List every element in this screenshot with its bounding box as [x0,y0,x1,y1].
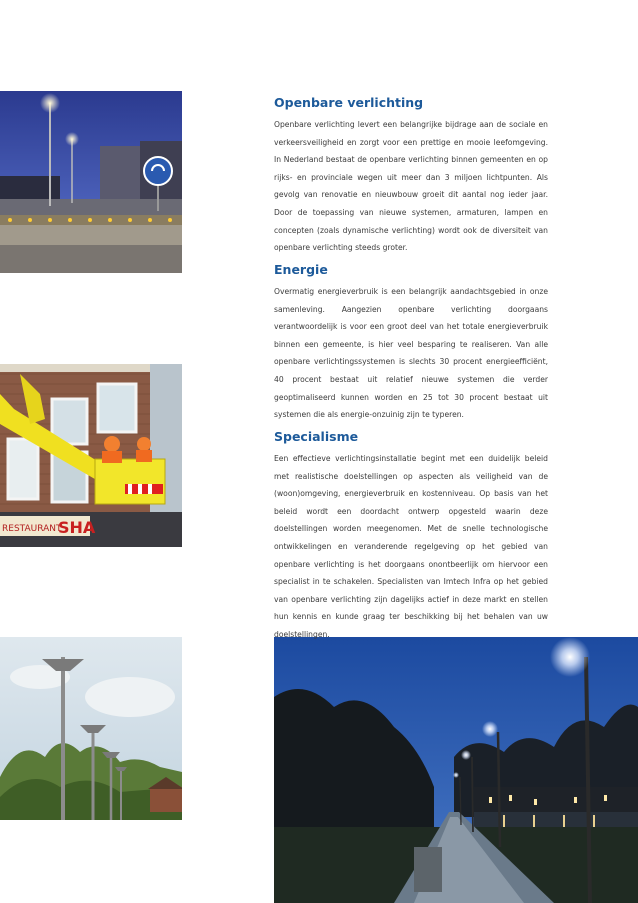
section-energie [274,262,548,424]
section-openbare-verlichting [274,95,548,257]
photo-lamp-posts-daylight [0,637,182,820]
photo-park-path-night [274,637,638,903]
section-body: Overmatig energieverbruik is een belangrijk aandachtsgebied in onze samenleving. Aangezien openbare verlichting doorgaans verantwoordelijk is voor een groot deel van het totale energieverbruik binnen een gemeente, is hier veel besparing te realiseren. Van alle openbare verlichtingssystemen is slechts 30 procent energieefficiënt, 40 procent bestaat uit relatief nieuwe systemen die verder geoptimaliseerd kunnen worden en 25 tot 30 procent bestaat uit systemen die als energie-onzuinig zijn te typeren. [274,287,548,420]
photo-cherry-picker-worker [0,364,182,547]
shop-sign: SHA [58,518,96,537]
section-body: Openbare verlichting levert een belangrijke bijdrage aan de sociale en verkeersveiligheid en zorgt voor een prettige en mooie leefomgeving. In Nederland bestaat de openbare verlichting binnen gemeenten en op rijks- en provinciale wegen uit meer dan 3 miljoen lichtpunten. Als gevolg van renovatie en nieuwbouw groeit dit aantal nog ieder jaar. Door de toepassing van nieuwe systemen, armaturen, lampen en concepten (zoals dynamische verlichting) wordt ook de diversiteit van openbare verlichting steeds groter. [274,120,548,253]
section-specialisme [274,429,548,644]
section-title: Energie [274,262,328,277]
photo-roundabout-dusk [0,91,182,273]
section-body: Een effectieve verlichtingsinstallatie begint met een duidelijk beleid met realistische doelstellingen op aspecten als veiligheid van de (woon)omgeving, energieverbruik en kostenniveau. Op basis van het beleid wordt een doordacht ontwerp opgesteld waarin deze doelstellingen worden meegenomen. Met de snelle technologische ontwikkelingen en veranderende regelgeving op het gebied van openbare verlichting is het doorgaans onontbeerlijk om hiervoor een specialist in te schakelen. Specialisten van Imtech Infra op het gebied van openbare verlichting zijn dagelijks actief in deze markt en stellen hun kennis en kunde graag ter beschikking bij het behalen van uw doelstellingen. [274,454,548,639]
section-title: Openbare verlichting [274,95,424,110]
shop-sign-left: RESTAURANT [2,524,62,534]
section-title: Specialisme [274,429,359,444]
